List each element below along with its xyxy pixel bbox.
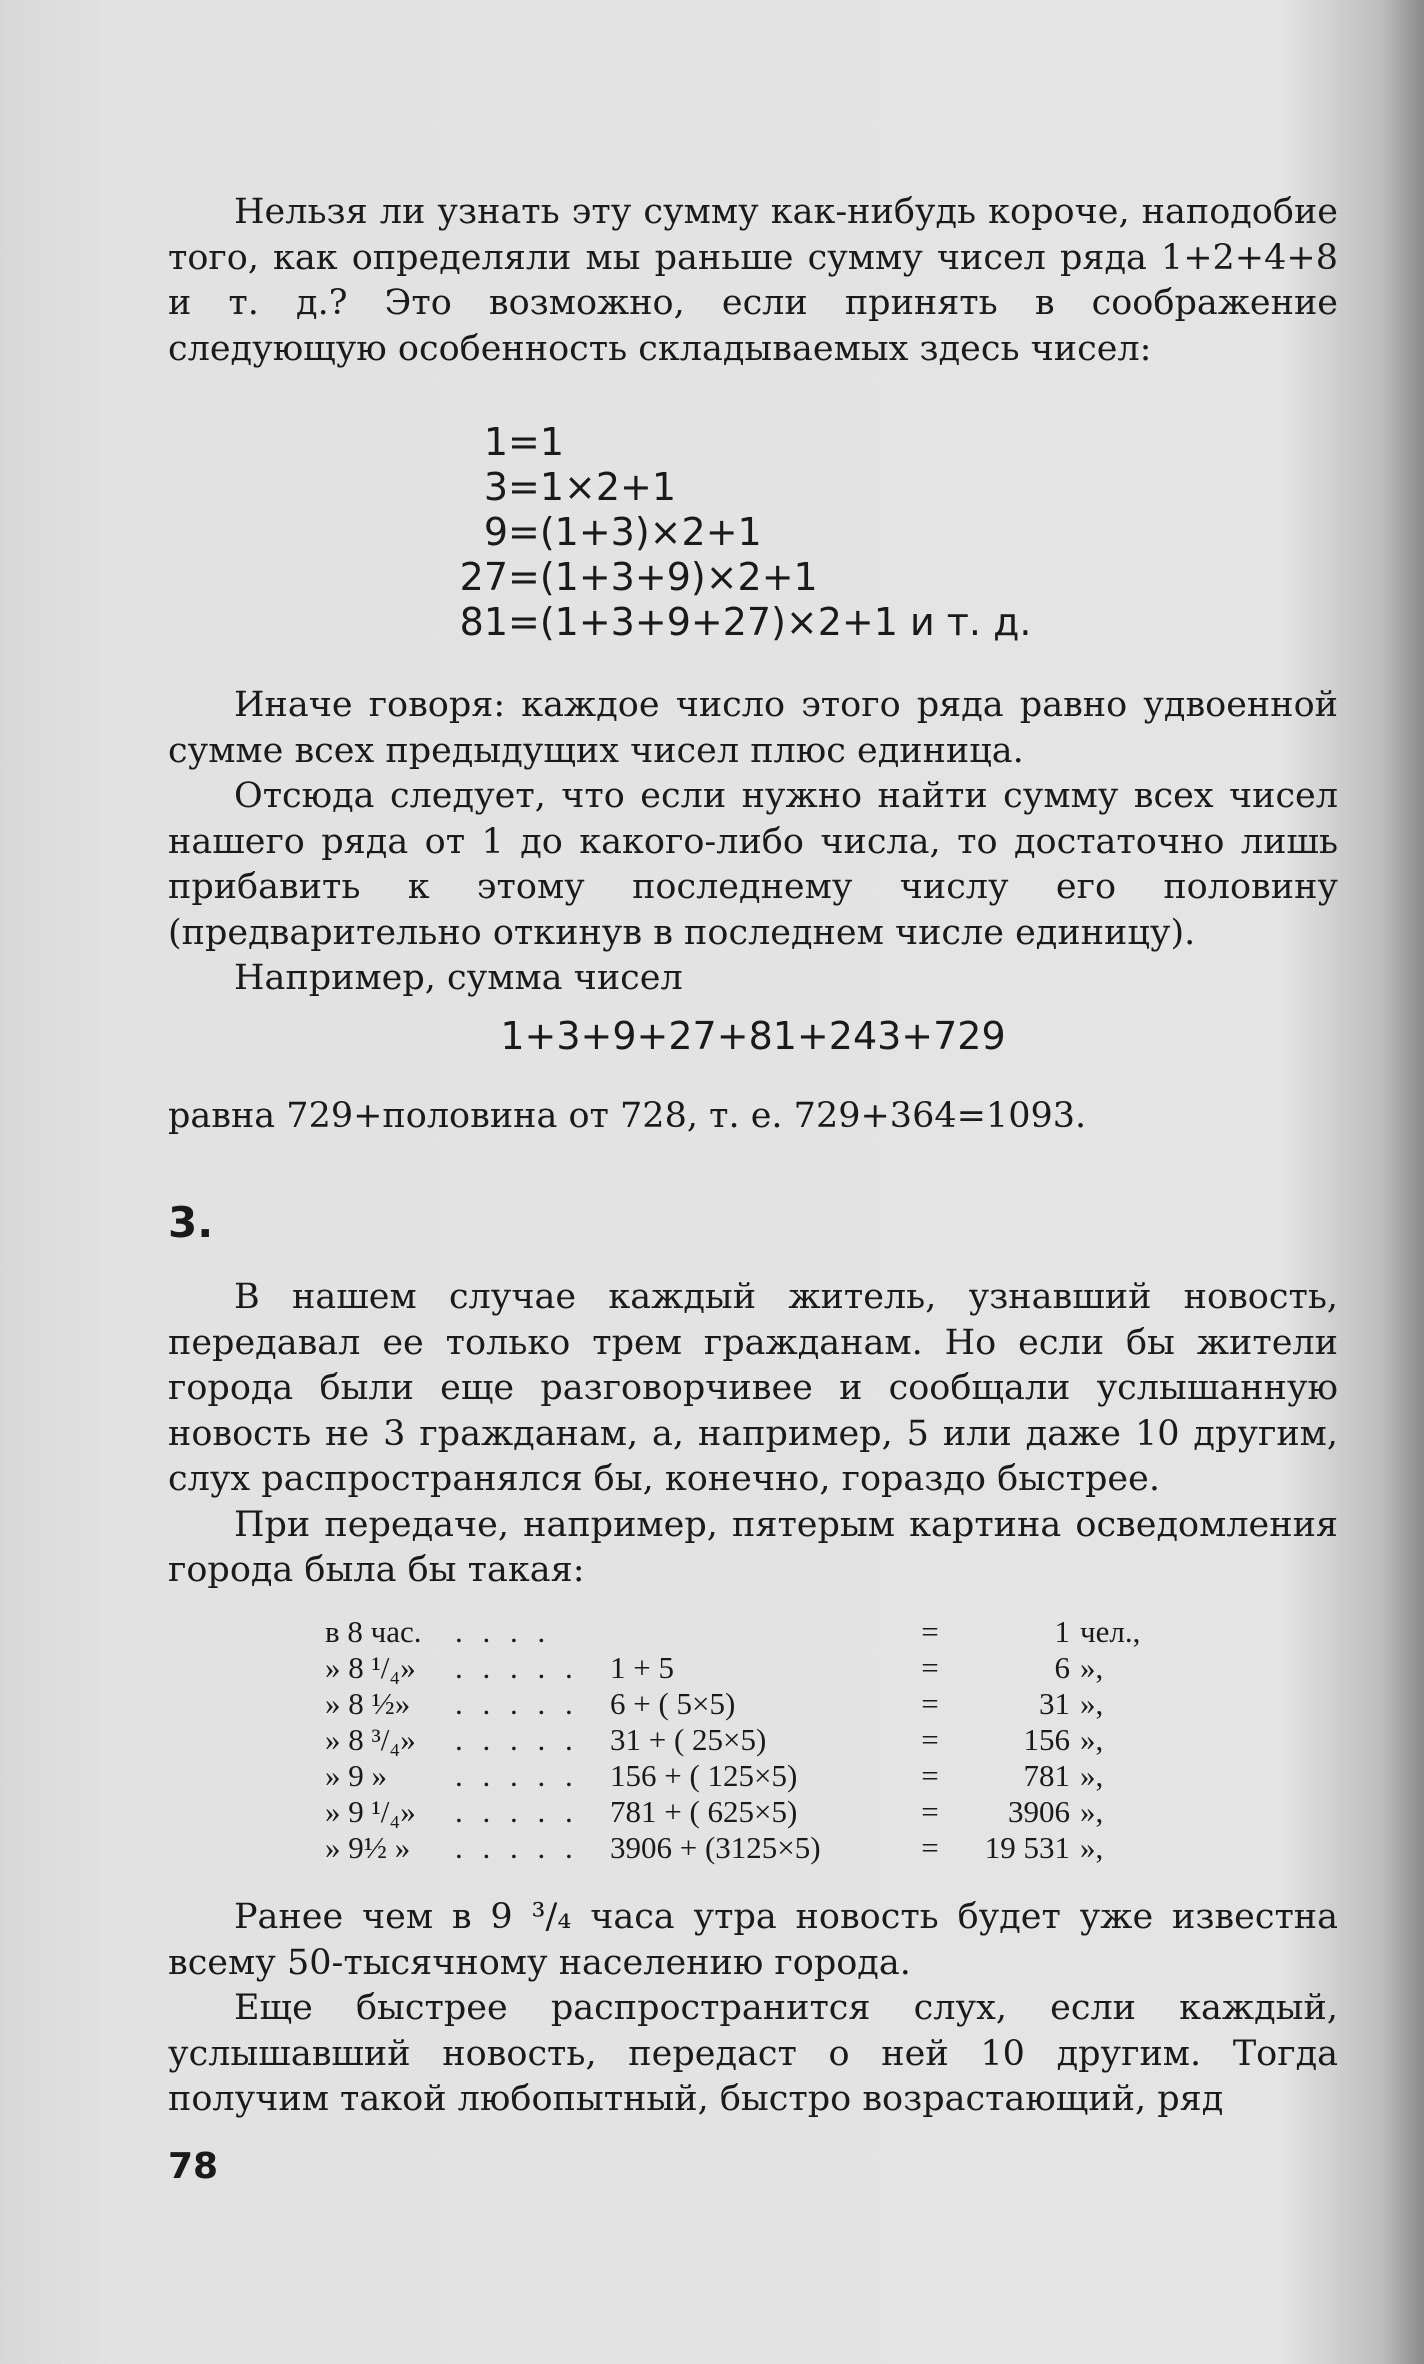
spread-table	[325, 1614, 1185, 1866]
table-row: » 8 ¹/₄» . . . . . 1 + 5 = 6 »,	[325, 1650, 1104, 1685]
table-row: » 9½ » . . . . . 3906 + (3125×5) = 19 531 »,	[325, 1830, 1104, 1865]
equation-row: 1=1	[483, 420, 565, 464]
section-number: 3.	[168, 1198, 214, 1247]
equation-row: 9=(1+3)×2+1	[483, 510, 762, 554]
paragraph-4: Например, сумма чисел	[234, 958, 683, 998]
table-row: » 9 » . . . . . 156 + ( 125×5) = 781 »,	[325, 1758, 1104, 1793]
table-row: » 8 ³/₄» . . . . . 31 + ( 25×5) = 156 »,	[325, 1722, 1104, 1757]
page-number: 78	[168, 2146, 219, 2187]
equation-row: 27=(1+3+9)×2+1	[459, 555, 818, 599]
sum-expression: 1+3+9+27+81+243+729	[500, 1014, 1006, 1058]
equation-row: 3=1×2+1	[483, 465, 677, 509]
table-row: в 8 час. . . . . = 1 чел.,	[325, 1614, 1141, 1649]
text-block-section3	[168, 1275, 1338, 1594]
text-block-result	[168, 1094, 1338, 1140]
text-block-top	[168, 190, 1338, 372]
paragraph-1: Нельзя ли узнать эту сумму как-нибудь короче, наподобие того, как определяли мы раньше сумму чисел ряда 1+2+4+8 и т. д.? Это возможно, если принять в соображение следующую особенность складываемых здесь чисел:	[168, 192, 1338, 369]
text-block-middle	[168, 683, 1338, 1002]
paragraph-6: В нашем случае каждый житель, узнавший новость, передавал ее только трем гражданам. Но если бы жители города были еще разговорчивее и сообщали услышанную новость не 3 гражданам, а, например, 5 или даже 10 другим, слух распространялся бы, конечно, гораздо быстрее.	[168, 1277, 1338, 1499]
table-row: » 9 ¹/₄» . . . . . 781 + ( 625×5) = 3906 »,	[325, 1794, 1104, 1829]
paragraph-5: равна 729+половина от 728, т. е. 729+364=1093.	[168, 1096, 1087, 1136]
paragraph-2: Иначе говоря: каждое число этого ряда равно удвоенной сумме всех предыдущих чисел плюс единица.	[168, 685, 1338, 771]
equation-row: 81=(1+3+9+27)×2+1 и т. д.	[459, 600, 1032, 644]
paragraph-9: Еще быстрее распространится слух, если каждый, услышавший новость, передаст о ней 10 другим. Тогда получим такой любопытный, быстро возрастающий, ряд	[168, 1988, 1338, 2119]
paragraph-3: Отсюда следует, что если нужно найти сумму всех чисел нашего ряда от 1 до какого-либо числа, то достаточно лишь прибавить к этому последнему числу его половину (предварительно откинув в последнем числе единицу).	[168, 776, 1338, 953]
text-block-bottom	[168, 1895, 1338, 2123]
paragraph-8: Ранее чем в 9 ³/₄ часа утра новость будет уже известна всему 50-тысячному населению города.	[168, 1897, 1338, 1983]
equation-list	[420, 420, 1031, 645]
table-row: » 8 ½» . . . . . 6 + ( 5×5) = 31 »,	[325, 1686, 1104, 1721]
paragraph-7: При передаче, например, пятерым картина осведомления города была бы такая:	[168, 1504, 1338, 1590]
